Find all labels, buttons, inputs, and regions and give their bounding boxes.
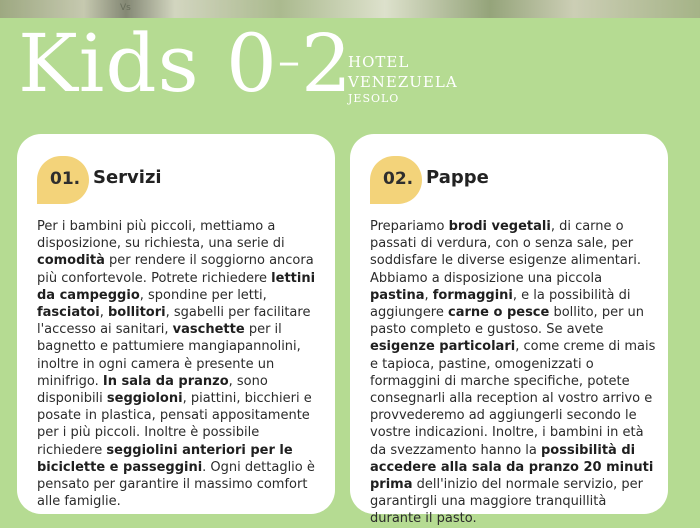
highlight-text: pastina bbox=[370, 287, 425, 303]
card-body-text bbox=[37, 218, 327, 510]
body-text-run: , bbox=[424, 287, 433, 303]
page-title-dash: – bbox=[277, 36, 301, 87]
hotel-logo-line1: HOTEL bbox=[348, 53, 410, 71]
body-text-run: bollito, per un pasto completo e gustoso. Se avete bbox=[370, 305, 645, 338]
body-text-run: , spondine per letti, bbox=[139, 287, 267, 303]
highlight-text: brodi vegetali bbox=[448, 219, 551, 234]
card-body-text bbox=[370, 218, 660, 528]
card-number-badge bbox=[370, 156, 422, 204]
body-text-run: , bbox=[99, 305, 108, 321]
page-title-main: Kids 0 bbox=[18, 17, 278, 110]
card-title: Pappe bbox=[426, 167, 489, 188]
highlight-text: lettini da campeggio bbox=[37, 270, 316, 303]
highlight-text: seggioloni bbox=[106, 391, 183, 407]
highlight-text: comodità bbox=[37, 253, 105, 269]
highlight-text: bollitori bbox=[107, 305, 166, 321]
body-text-run: , sgabelli per facilitare l'accesso ai sanitari, bbox=[37, 305, 311, 338]
highlight-text: fasciatoi bbox=[37, 305, 100, 321]
body-text-run: , sono disponibili bbox=[37, 373, 268, 407]
page-title-end: 2 bbox=[300, 17, 353, 110]
body-text-run: , piattini, bicchieri e posate in plastica, pensati appositamente per i più piccoli. Inoltre è possibile richiedere bbox=[37, 391, 312, 458]
card-number: 02. bbox=[383, 169, 414, 189]
hotel-logo bbox=[348, 52, 458, 106]
hotel-logo-line2: VENEZUELA bbox=[348, 73, 458, 91]
body-text-run: Per i bambini più piccoli, mettiamo a disposizione, su richiesta, una serie di bbox=[37, 219, 285, 252]
highlight-text: carne o pesce bbox=[448, 305, 550, 321]
body-text-run: , di carne o passati di verdura, con o senza sale, per soddisfare le diverse esigenze alimentari. Abbiamo a disposizione una piccola bbox=[370, 219, 641, 286]
card-servizi bbox=[17, 134, 335, 514]
body-text-run: . Ogni dettaglio è pensato per garantire il massimo comfort alle famiglie. bbox=[37, 459, 315, 510]
header-photo-strip bbox=[0, 0, 700, 18]
highlight-text: In sala da pranzo bbox=[102, 373, 229, 389]
card-number: 01. bbox=[50, 169, 81, 189]
body-text-run: dell'inizio del normale servizio, per garantirgli una maggiore tranquillità durante il pasto. bbox=[370, 477, 644, 527]
body-text-run: , e la possibilità di aggiungere bbox=[370, 287, 631, 321]
body-text-run: , come creme di mais e tapioca, pastine, omogenizzati o formaggini di marche specifiche, potete consegnarli alla reception al vostro arrivo e provvederemo ad aggiungerli secondo le vostre indicazioni. Inoltre, i bambini in età da svezzamento hanno la bbox=[370, 339, 656, 458]
highlight-text: formaggini bbox=[432, 287, 513, 303]
hotel-logo-line3: JESOLO bbox=[348, 92, 400, 105]
photo-strip-text: Vs bbox=[120, 3, 131, 13]
page-title bbox=[18, 17, 353, 110]
highlight-text: seggiolini anteriori per le biciclette e passeggini bbox=[37, 442, 293, 475]
card-title: Servizi bbox=[93, 167, 162, 188]
body-text-run: per il bagnetto e pattumiere mangiapannolini, inoltre in ogni camera è presente un minifrigo. bbox=[37, 322, 301, 389]
highlight-text: vaschette bbox=[172, 322, 245, 338]
highlight-text: esigenze particolari bbox=[370, 339, 516, 355]
body-text-run: Prepariamo bbox=[370, 219, 449, 234]
highlight-text: possibilità di accedere alla sala da pranzo 20 minuti prima bbox=[370, 442, 654, 493]
card-number-badge bbox=[37, 156, 89, 204]
card-pappe bbox=[350, 134, 668, 527]
body-text-run: per rendere il soggiorno ancora più confortevole. Potrete richiedere bbox=[37, 253, 314, 286]
